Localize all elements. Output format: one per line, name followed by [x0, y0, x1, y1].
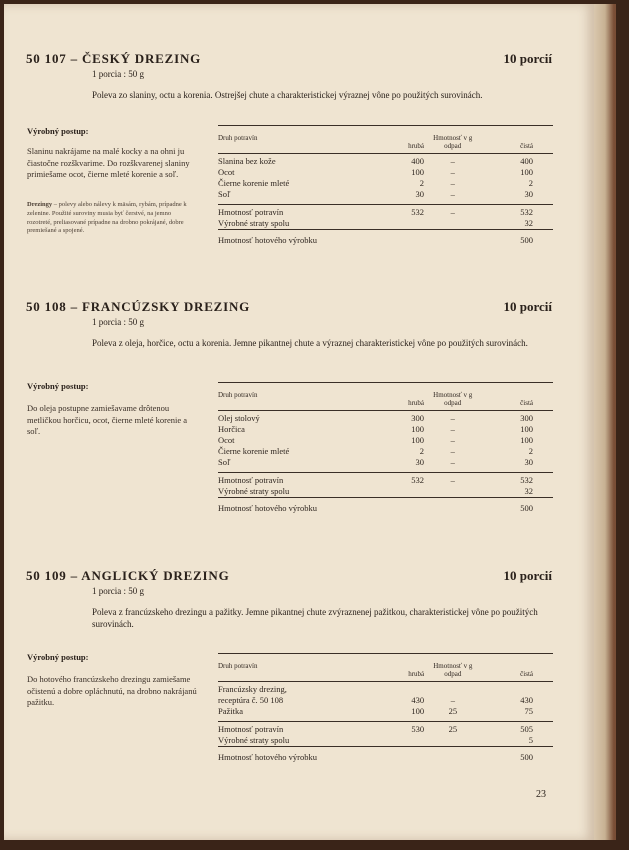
- recipe-title: 50 107 – ČESKÝ DREZING: [26, 51, 202, 66]
- col-gross: hrubá: [368, 654, 424, 682]
- final-row: Hmotnosť hotového výrobku 500: [218, 747, 553, 764]
- summary-row: Hmotnosť potravín 532 – 532: [218, 205, 553, 219]
- table-row: Olej stolový 300 – 300: [218, 411, 553, 425]
- ingredients-table: [218, 653, 553, 763]
- table-row: Čierne korenie mleté 2 – 2: [218, 178, 533, 188]
- table-row: Pažitka 100 25 75: [218, 706, 533, 716]
- col-net: čistá: [482, 654, 553, 682]
- col-item: Druh potravín: [218, 383, 368, 411]
- procedure-label: Výrobný postup:: [27, 652, 89, 662]
- recipe-portions: 10 porcií: [503, 568, 552, 583]
- summary-row: Hmotnosť potravín 532 – 532: [218, 473, 553, 487]
- drezingy-note: Drezingy – polevy alebo nálevy k mäsám, rybám, prípadne k zelenine. Použité suroviny musia byť čerstvé, na jemno rozotreté, preliasované prípadne na drobno pokrájané, dobre premiešané a spojené.: [27, 201, 187, 235]
- col-waste: Hmotnosť v g odpad: [424, 383, 481, 411]
- procedure-text: Slaninu nakrájame na malé kocky a na ohni ju čiastočne rozškvarime. Do rozškvarenej slaniny primiešame ocot, čierne mleté korenie a soľ.: [27, 146, 190, 179]
- table-row: Čierne korenie mleté 2 – 2: [218, 446, 533, 456]
- table-row: Soľ 30 – 30: [218, 457, 533, 467]
- table-row: Ocot 100 – 100: [218, 167, 533, 177]
- col-waste: Hmotnosť v g odpad: [424, 126, 481, 154]
- procedure-label: Výrobný postup:: [27, 126, 89, 136]
- ingredients-table: [218, 125, 553, 246]
- recipe-portions: 10 porcií: [503, 51, 552, 66]
- final-row: Hmotnosť hotového výrobku 500: [218, 498, 553, 515]
- summary-row: Výrobné straty spolu 32: [218, 486, 533, 496]
- table-row: receptúra č. 50 108 430 – 430: [218, 695, 533, 705]
- col-item: Druh potravín: [218, 654, 368, 682]
- recipe-title: 50 108 – FRANCÚZSKY DREZING: [26, 299, 251, 314]
- ingredients-table: [218, 382, 553, 514]
- page-number: 23: [536, 789, 546, 800]
- final-row: Hmotnosť hotového výrobku 500: [218, 230, 553, 247]
- table-row: Horčica 100 – 100: [218, 424, 533, 434]
- summary-row: Výrobné straty spolu 5: [218, 735, 533, 745]
- portion-size: 1 porcia : 50 g: [92, 317, 144, 327]
- table-row: Ocot 100 – 100: [218, 435, 533, 445]
- col-gross: hrubá: [368, 126, 424, 154]
- book-page-edge: [594, 4, 616, 840]
- table-row: Francúzsky drezing,: [218, 682, 553, 696]
- procedure-text: Do hotového francúzskeho drezingu zamiešame očistenú a dobre opláchnutú, na drobno nakrájanú pažitku.: [27, 674, 197, 707]
- portion-size: 1 porcia : 50 g: [92, 69, 144, 79]
- col-item: Druh potravín: [218, 126, 368, 154]
- portion-size: 1 porcia : 50 g: [92, 586, 144, 596]
- col-net: čistá: [481, 126, 553, 154]
- col-net: čistá: [481, 383, 553, 411]
- summary-row: Výrobné straty spolu 32: [218, 218, 533, 228]
- summary-row: Hmotnosť potravín 530 25 505: [218, 722, 553, 736]
- recipe-title: 50 109 – ANGLICKÝ DREZING: [26, 568, 230, 583]
- table-row: Slanina bez kože 400 – 400: [218, 154, 553, 168]
- recipe-description: Poleva z francúzskeho drezingu a pažitky. Jemne pikantnej chute zvýraznenej pažitkou, charakteristickej vône po použitých surovinách.: [92, 607, 538, 629]
- recipe-portions: 10 porcií: [503, 299, 552, 314]
- col-waste: Hmotnosť v g odpad: [424, 654, 481, 682]
- procedure-text: Do oleja postupne zamiešavame drôtenou metličkou horčicu, ocot, čierne mleté korenie a soľ.: [27, 403, 188, 436]
- col-gross: hrubá: [368, 383, 424, 411]
- recipe-description: Poleva zo slaniny, octu a korenia. Ostrejšej chute a charakteristickej výraznej vône po použitých surovinách.: [92, 90, 483, 100]
- recipe-description: Poleva z oleja, horčice, octu a korenia. Jemne pikantnej chute a výraznej charakteristickej vône po použitých surovinách.: [92, 338, 528, 348]
- table-row: Soľ 30 – 30: [218, 189, 533, 199]
- procedure-label: Výrobný postup:: [27, 381, 89, 391]
